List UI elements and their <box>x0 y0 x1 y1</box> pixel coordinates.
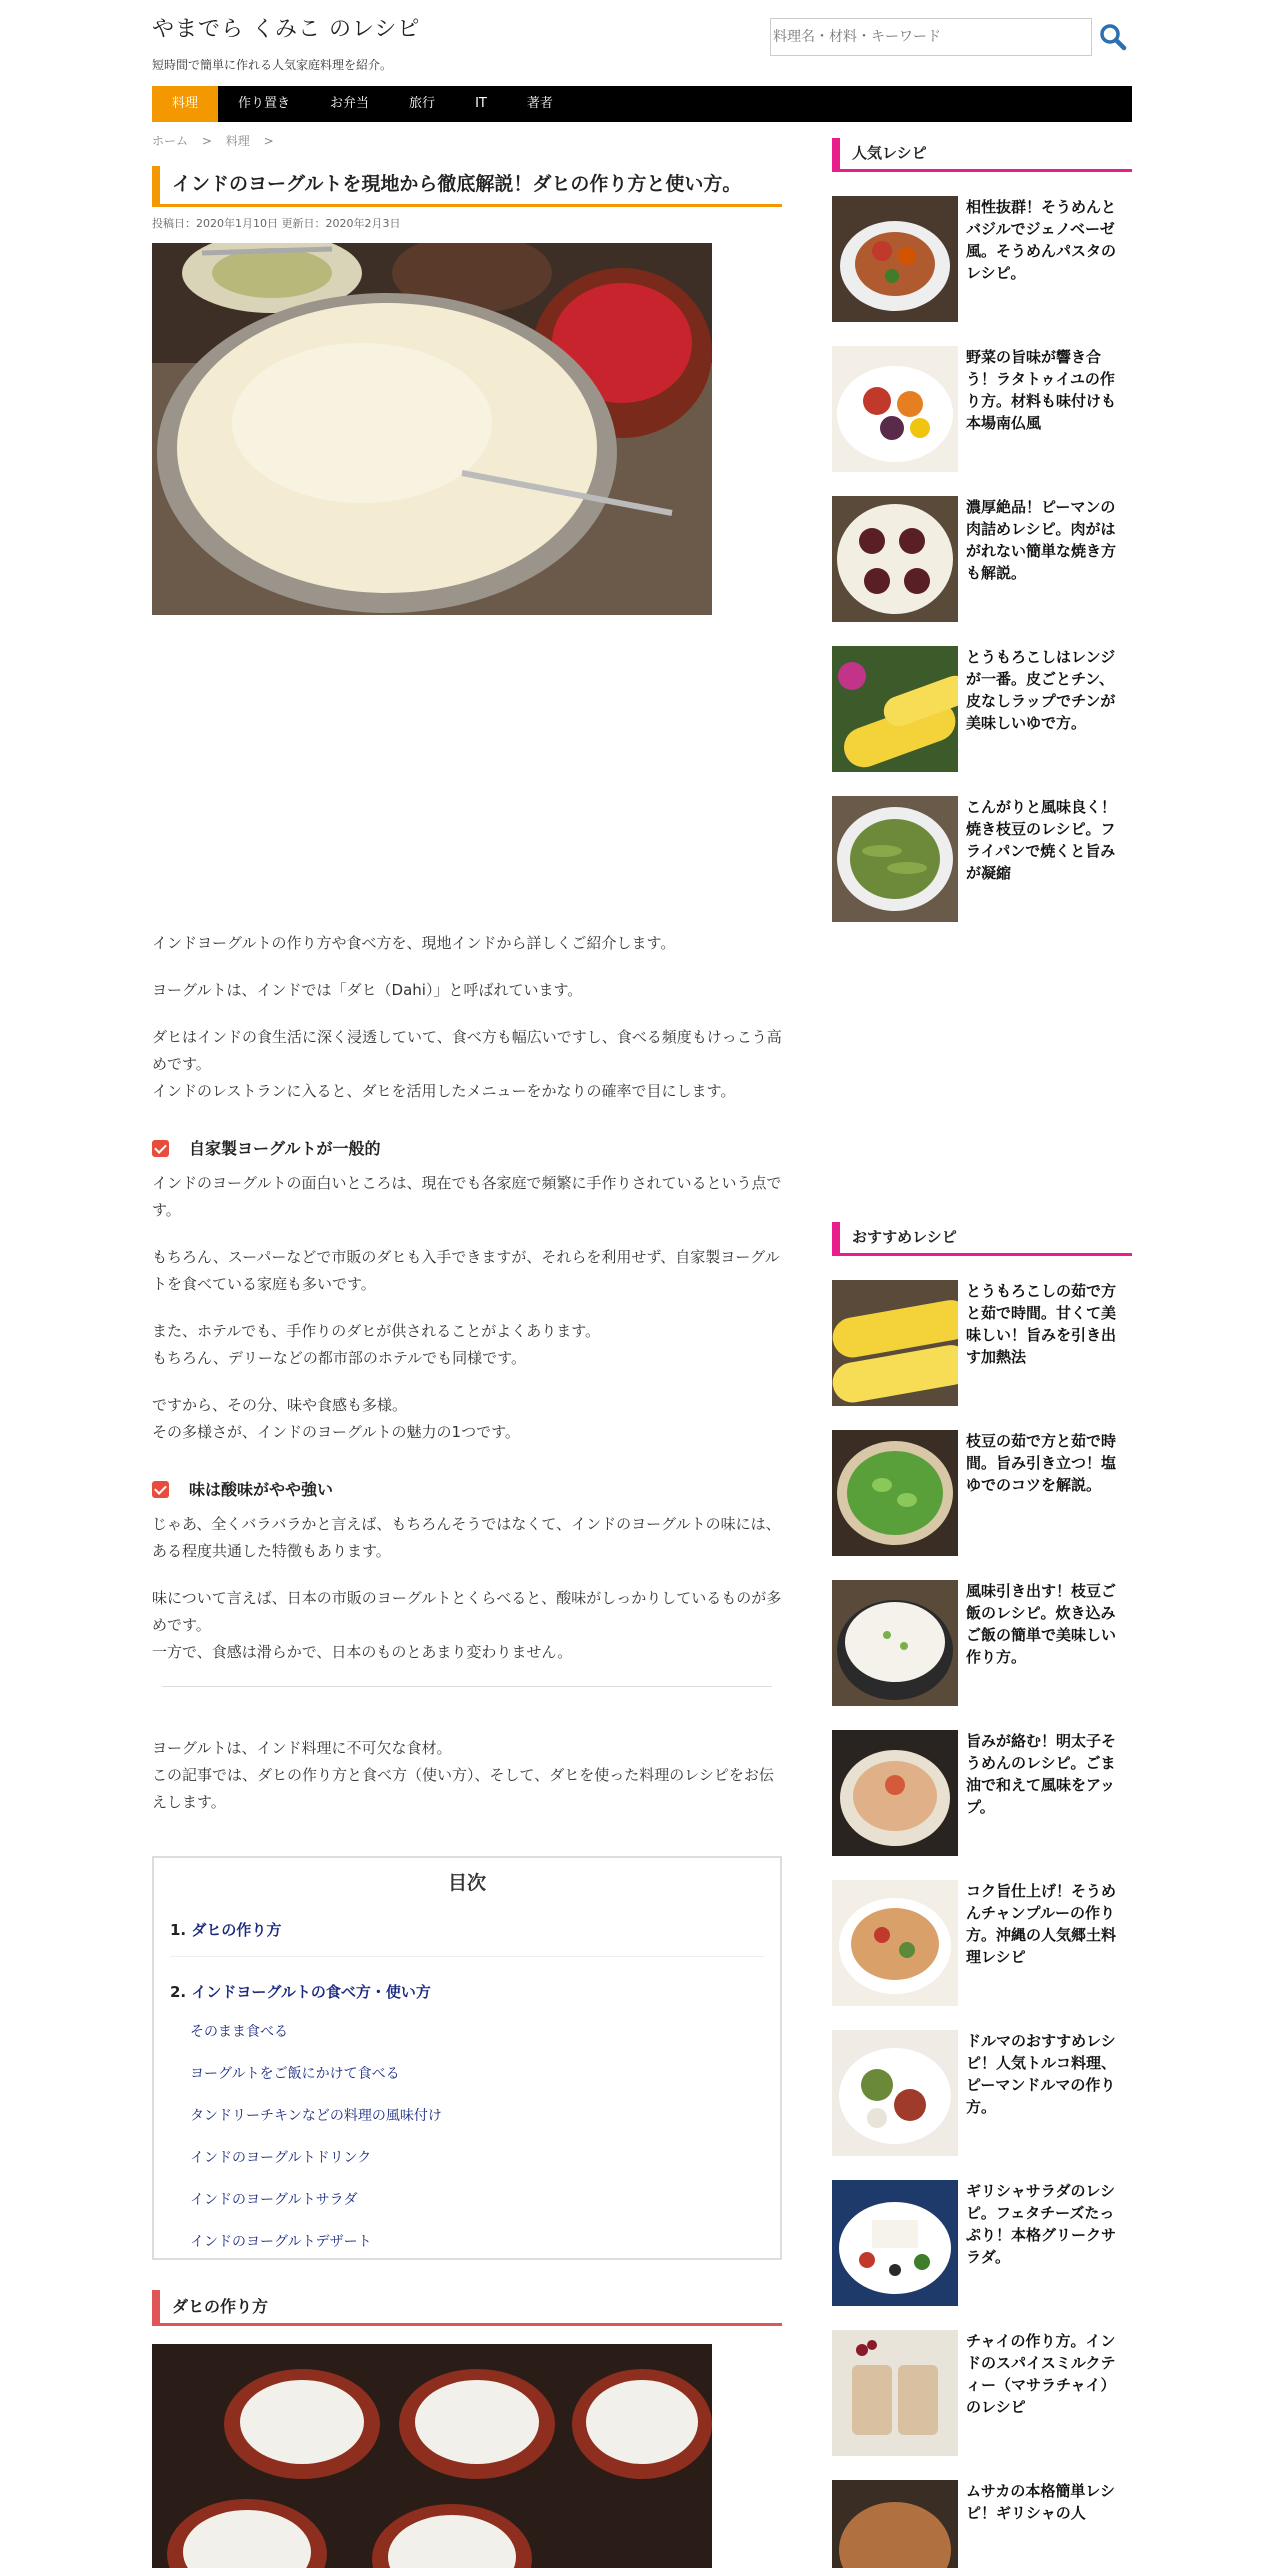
list-item[interactable] <box>832 1730 1132 1856</box>
post-title: インドのヨーグルトを現地から徹底解説！ダヒの作り方と使い方。 <box>152 166 782 207</box>
recipe-thumbnail[interactable] <box>832 1430 958 1556</box>
section-heading: ダヒの作り方 <box>152 2290 782 2326</box>
breadcrumb-category[interactable]: 料理 <box>225 134 250 148</box>
site-header <box>152 10 1132 80</box>
search-icon[interactable] <box>1098 22 1128 52</box>
paragraph: インドのヨーグルトの面白いところは、現在でも各家庭で頻繁に手作りされているという点です。 <box>152 1174 782 1219</box>
breadcrumb-separator: > <box>201 134 212 148</box>
list-item[interactable] <box>832 2180 1132 2306</box>
paragraph: じゃあ、全くバラバラかと言えば、もちろんそうではなくて、インドのヨーグルトの味には、ある程度共通した特徴もあります。 <box>152 1515 781 1560</box>
recipe-thumbnail[interactable] <box>832 2480 958 2568</box>
recipe-thumbnail[interactable] <box>832 646 958 772</box>
divider <box>170 1956 764 1957</box>
post-header <box>152 166 782 615</box>
breadcrumb-home[interactable]: ホーム <box>152 134 189 148</box>
list-item[interactable] <box>832 646 1132 772</box>
list-item[interactable] <box>832 1880 1132 2006</box>
list-item[interactable] <box>832 1280 1132 1406</box>
list-item[interactable] <box>832 2480 1132 2568</box>
subheading: 味は酸味がやや強い <box>152 1476 782 1503</box>
recipe-link[interactable]: 野菜の旨味が響き合う！ラタトゥイユの作り方。材料も味付けも本場南仏風 <box>966 348 1117 432</box>
recipe-link[interactable]: 濃厚絶品！ピーマンの肉詰めレシピ。肉がはがれない簡単な焼き方も解説。 <box>966 498 1117 582</box>
search-input[interactable] <box>770 18 1092 56</box>
paragraph: また、ホテルでも、手作りのダヒが供されることがよくあります。 もちろん、デリーなどの都市部のホテルでも同様です。 <box>152 1322 601 1367</box>
recipe-link[interactable]: ドルマのおすすめレシピ！人気トルコ料理、ピーマンドルマの作り方。 <box>966 2032 1117 2116</box>
paragraph: もちろん、スーパーなどで市販のダヒも入手できますが、それらを利用せず、自家製ヨーグルトを食べている家庭も多いです。 <box>152 1248 780 1293</box>
breadcrumb-separator: > <box>263 134 274 148</box>
list-item[interactable] <box>832 496 1132 622</box>
list-item[interactable] <box>832 1430 1132 1556</box>
recipe-thumbnail[interactable] <box>832 2180 958 2306</box>
nav-item-bento[interactable]: お弁当 <box>330 96 370 111</box>
checkbox-icon <box>152 1481 169 1498</box>
recommended-recipes <box>832 1222 1132 2568</box>
site-title[interactable]: やまでら くみこ のレシピ <box>152 17 421 42</box>
toc-title: 目次 <box>447 1872 486 1894</box>
article-body <box>152 930 782 1836</box>
recipe-thumbnail[interactable] <box>832 1880 958 2006</box>
recipe-link[interactable]: とうもろこしはレンジが一番。皮ごとチン、皮なしラップでチンが美味しいゆで方。 <box>966 648 1116 732</box>
site-description: 短時間で簡単に作れる人気家庭料理を紹介。 <box>152 58 393 72</box>
list-item[interactable] <box>832 796 1132 922</box>
nav-item-cooking[interactable]: 料理 <box>152 86 218 122</box>
recipe-link[interactable]: チャイの作り方。インドのスパイスミルクティー（マサラチャイ）のレシピ <box>966 2332 1116 2416</box>
list-item[interactable] <box>832 2030 1132 2156</box>
recipe-link[interactable]: コク旨仕上げ！そうめんチャンプルーの作り方。沖縄の人気郷土料理レシピ <box>966 1882 1117 1966</box>
list-item[interactable] <box>832 346 1132 472</box>
recipe-thumbnail[interactable] <box>832 796 958 922</box>
recipe-thumbnail[interactable] <box>832 1730 958 1856</box>
toc-subitem[interactable]: インドのヨーグルトデザート <box>190 2234 372 2250</box>
toc-subitem[interactable]: インドのヨーグルトサラダ <box>190 2192 358 2208</box>
recipe-link[interactable]: 旨みが絡む！明太子そうめんのレシピ。ごま油で和えて風味をアップ。 <box>966 1732 1117 1816</box>
nav-item-author[interactable]: 著者 <box>526 96 553 111</box>
recipe-thumbnail[interactable] <box>832 196 958 322</box>
paragraph: ダヒはインドの食生活に深く浸透していて、食べ方も幅広いですし、食べる頻度もけっこう高めです。 インドのレストランに入ると、ダヒを活用したメニューをかなりの確率で目にします。 <box>152 1028 782 1100</box>
recipe-link[interactable]: 風味引き出す！枝豆ご飯のレシピ。炊き込みご飯の簡単で美味しい作り方。 <box>966 1582 1117 1666</box>
recipe-link[interactable]: ギリシャサラダのレシピ。フェタチーズたっぷり！本格グリークサラダ。 <box>966 2182 1117 2266</box>
toc-item[interactable]: 1. ダヒの作り方 <box>170 1921 282 1939</box>
list-item[interactable] <box>832 2330 1132 2456</box>
recipe-link[interactable]: ムサカの本格簡単レシピ！ギリシャの人 <box>966 2482 1116 2522</box>
recipe-thumbnail[interactable] <box>832 1580 958 1706</box>
main-nav <box>152 86 1132 122</box>
toc-item[interactable]: 2. インドヨーグルトの食べ方・使い方 <box>170 1983 431 2001</box>
hero-image-yogurt <box>152 243 712 615</box>
paragraph: 味について言えば、日本の市販のヨーグルトとくらべると、酸味がしっかりしているものが多めです。 一方で、食感は滑らかで、日本のものとあまり変わりません。 <box>152 1589 782 1661</box>
sidebar-heading: 人気レシピ <box>832 138 1132 172</box>
paragraph: インドヨーグルトの作り方や食べ方を、現地インドから詳しくご紹介します。 <box>152 934 676 952</box>
paragraph: ヨーグルトは、インドでは「ダヒ（Dahi）」と呼ばれています。 <box>152 981 583 999</box>
list-item[interactable] <box>832 196 1132 322</box>
table-of-contents <box>152 1856 782 2260</box>
paragraph: ヨーグルトは、インド料理に不可欠な食材。 この記事では、ダヒの作り方と食べ方（使い方）、そして、ダヒを使った料理のレシピをお伝えします。 <box>152 1739 774 1811</box>
list-item[interactable] <box>832 1580 1132 1706</box>
subheading: 自家製ヨーグルトが一般的 <box>152 1135 782 1162</box>
dahi-pots-image <box>152 2344 712 2568</box>
recipe-link[interactable]: とうもろこしの茹で方と茹で時間。甘くて美味しい！旨みを引き出す加熱法 <box>966 1282 1117 1366</box>
divider <box>162 1686 772 1687</box>
nav-item-meal-prep[interactable]: 作り置き <box>238 96 291 111</box>
paragraph: ですから、その分、味や食感も多様。 その多様さが、インドのヨーグルトの魅力の1つです。 <box>152 1396 520 1441</box>
sidebar-heading: おすすめレシピ <box>832 1222 1132 1256</box>
checkbox-icon <box>152 1140 169 1157</box>
recipe-thumbnail[interactable] <box>832 346 958 472</box>
recipe-link[interactable]: 枝豆の茹で方と茹で時間。旨み引き立つ！塩ゆでのコツを解説。 <box>966 1432 1117 1494</box>
toc-subitem[interactable]: インドのヨーグルトドリンク <box>190 2150 372 2166</box>
nav-item-travel[interactable]: 旅行 <box>409 96 436 111</box>
recipe-link[interactable]: 相性抜群！そうめんとバジルでジェノベーゼ風。そうめんパスタのレシピ。 <box>966 198 1117 282</box>
toc-subitem[interactable]: ヨーグルトをご飯にかけて食べる <box>190 2066 400 2082</box>
recipe-link[interactable]: こんがりと風味良く！焼き枝豆のレシピ。フライパンで焼くと旨みが凝縮 <box>966 798 1117 882</box>
recipe-thumbnail[interactable] <box>832 1280 958 1406</box>
nav-item-it[interactable]: IT <box>475 96 487 111</box>
recipe-thumbnail[interactable] <box>832 496 958 622</box>
breadcrumb <box>152 132 284 149</box>
post-meta: 投稿日：2020年1月10日 更新日：2020年2月3日 <box>152 217 401 230</box>
toc-subitem[interactable]: タンドリーチキンなどの料理の風味付け <box>190 2108 442 2124</box>
recipe-thumbnail[interactable] <box>832 2330 958 2456</box>
toc-subitem[interactable]: そのまま食べる <box>190 2024 288 2040</box>
recipe-thumbnail[interactable] <box>832 2030 958 2156</box>
popular-recipes <box>832 138 1132 922</box>
